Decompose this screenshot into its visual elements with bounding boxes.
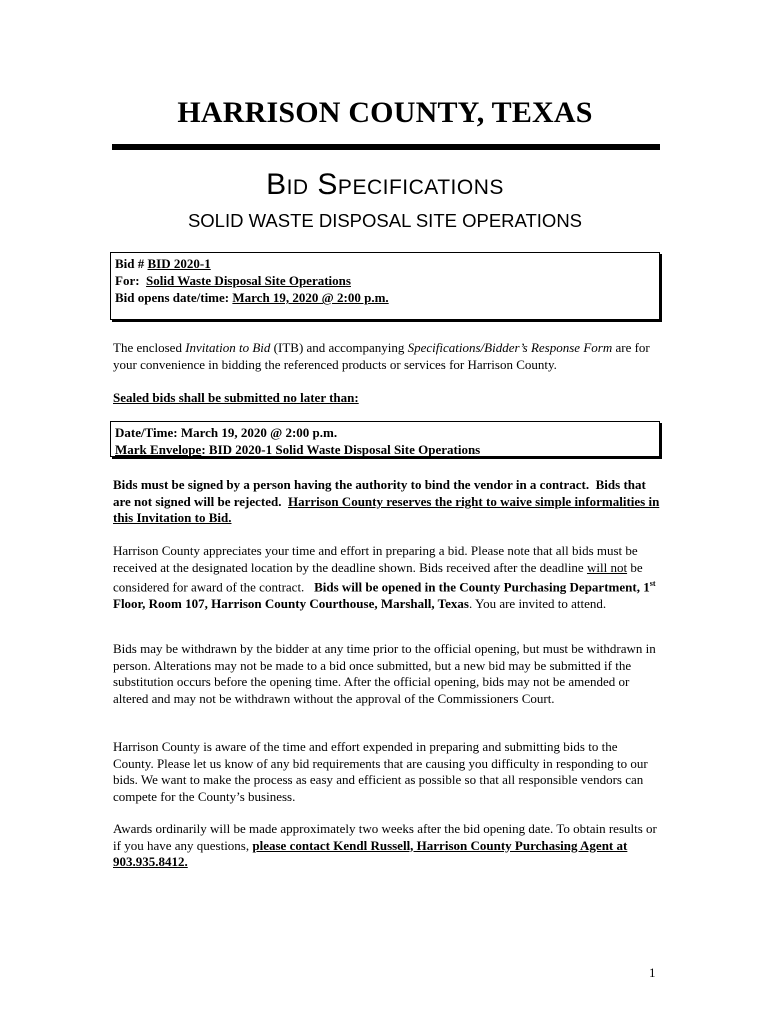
document-title: Bid Specifications (266, 168, 504, 201)
bid-number-label: Bid # (115, 256, 148, 271)
appreciates-text-2: be considered for award of the contract. (113, 559, 646, 595)
awards-paragraph (113, 821, 661, 871)
bid-info-box (110, 252, 660, 320)
bid-opens-value: March 19, 2020 @ 2:00 p.m. (232, 290, 389, 305)
will-not-text: will not (586, 559, 628, 575)
bid-for-line (115, 272, 655, 289)
deadline-box (110, 421, 660, 457)
floor-superscript: st (649, 579, 656, 588)
deadline-datetime: Date/Time: March 19, 2020 @ 2:00 p.m. (115, 425, 338, 440)
intro-text-2: (ITB) and accompanying (270, 340, 408, 355)
opening-location-2: Floor, Room 107, Harrison County Courthouse, Marshall, Texas (113, 595, 469, 611)
appreciates-text-3: . You are invited to attend. (468, 595, 607, 611)
signed-text: Bids must be signed by a person having the authority to bind the vendor in a contract. Bids that are not signed will be rejected. (113, 477, 650, 509)
bid-number-line (115, 255, 655, 272)
appreciates-text-1: Harrison County appreciates your time and effort in preparing a bid. Please note that all bids must be received at the designated location by the deadline shown. Bids received after the deadline (113, 543, 638, 575)
bid-opens-line (115, 289, 655, 306)
intro-paragraph (113, 340, 661, 373)
withdrawn-paragraph: Bids may be withdrawn by the bidder at any time prior to the official opening, but must be withdrawn in person. Alterations may not be made to a bid once submitted, but a new bid may be submitted if the substitution occurs before the opening time. After the official opening, bids may not be amended or altered and may not be withdrawn without the approval of the Commissioners Court. (113, 641, 656, 706)
county-title: HARRISON COUNTY, TEXAS (177, 96, 593, 129)
opening-location-1: Bids will be opened in the County Purchasing Department, 1 (314, 579, 650, 595)
mark-envelope-value: : BID 2020-1 Solid Waste Disposal Site Operations (201, 442, 481, 457)
title-rule (112, 144, 660, 150)
intro-text-1: The enclosed (113, 340, 186, 355)
contact-text: please contact Kendl Russell, Harrison County Purchasing Agent at 903.935.8412. (113, 837, 628, 869)
signed-paragraph (113, 477, 661, 527)
bid-for-label: For: (115, 273, 147, 288)
bid-number-value: BID 2020-1 (147, 256, 211, 271)
page-number: 1 (649, 965, 656, 980)
awards-text: Awards ordinarily will be made approximately two weeks after the bid opening date. To obtain results or if you have any questions, (113, 821, 657, 853)
bid-for-value: Solid Waste Disposal Site Operations (146, 273, 351, 288)
intro-itb: Invitation to Bid (185, 340, 271, 355)
mark-envelope-line (115, 441, 655, 458)
waive-text: Harrison County reserves the right to waive simple informalities in this Invitation to Bid. (113, 493, 660, 525)
mark-envelope-label: Mark Envelope (115, 442, 202, 457)
aware-paragraph: Harrison County is aware of the time and effort expended in preparing and submitting bids to the County. Please let us know of any bid requirements that are causing you difficulty in responding to our bids. We want to make the process as easy and efficient as possible so that all responsible vendors can compete for the County’s business. (113, 739, 648, 804)
appreciates-paragraph (113, 543, 661, 612)
sealed-heading: Sealed bids shall be submitted no later than: (113, 390, 359, 405)
intro-text-3: are for your convenience in bidding the referenced products or services for Harrison County. (113, 340, 650, 372)
document-subtitle: SOLID WASTE DISPOSAL SITE OPERATIONS (187, 210, 583, 231)
bid-opens-label: Bid opens date/time: (115, 290, 233, 305)
intro-spec: Specifications/Bidder’s Response Form (407, 340, 613, 355)
